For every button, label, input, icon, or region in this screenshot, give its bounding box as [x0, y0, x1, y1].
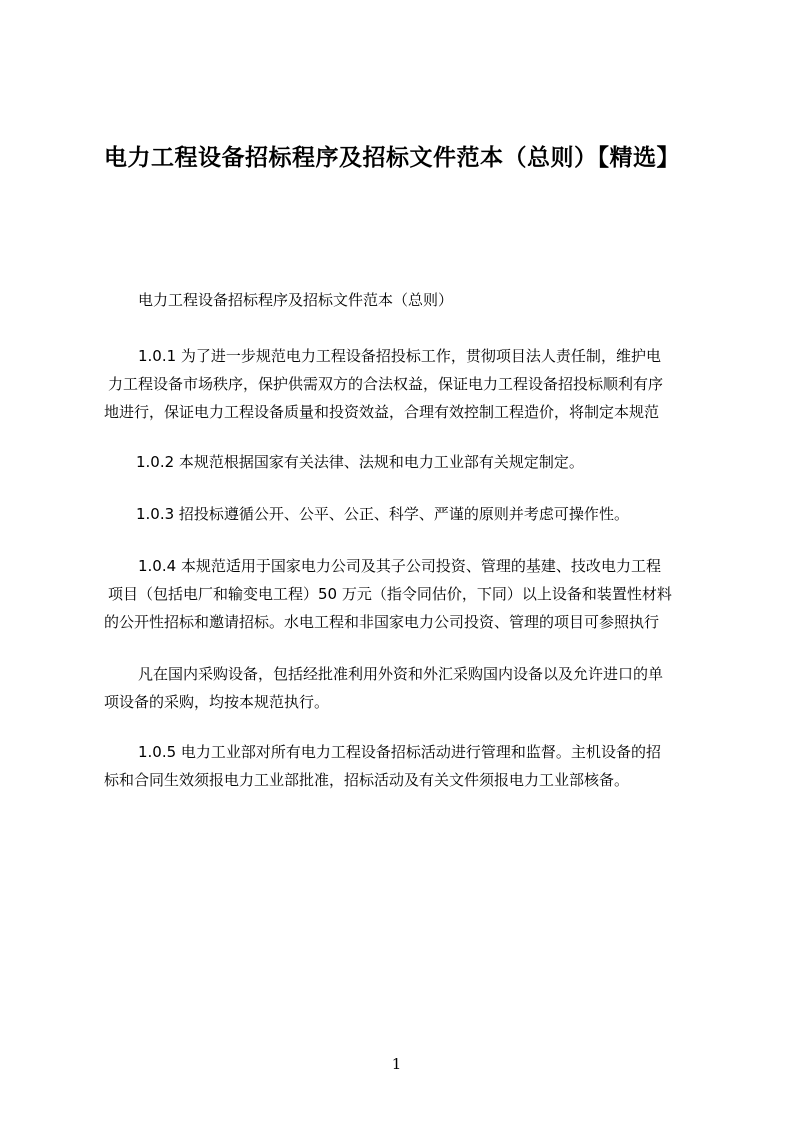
- clause-1-0-4: [104, 552, 700, 636]
- clause-line: 项设备的采购，均按本规范执行。: [104, 693, 330, 711]
- clause-line: 1.0.5 电力工业部对所有电力工程设备招标活动进行管理和监督。主机设备的招: [138, 743, 661, 761]
- clause-line: 1.0.3 招投标遵循公开、公平、公正、科学、严谨的原则并考虑可操作性。: [136, 505, 629, 523]
- clause-1-0-1: [104, 342, 700, 426]
- page-title: 电力工程设备招标程序及招标文件范本（总则）【精选】: [104, 145, 680, 171]
- clause-1-0-3: [104, 500, 700, 528]
- clause-line: 的公开性招标和邀请招标。水电工程和非国家电力公司投资、管理的项目可参照执行: [104, 613, 660, 631]
- clause-1-0-5: [104, 738, 700, 794]
- clause-line: 1.0.1 为了进一步规范电力工程设备招投标工作，贯彻项目法人责任制，维护电: [138, 347, 661, 365]
- clause-domestic-procurement: [104, 660, 700, 716]
- clause-line: 地进行，保证电力工程设备质量和投资效益，合理有效控制工程造价，将制定本规范: [104, 403, 660, 421]
- clause-line: 力工程设备市场秩序，保护供需双方的合法权益，保证电力工程设备招投标顺利有序: [108, 375, 664, 393]
- subtitle-line: 电力工程设备招标程序及招标文件范本（总则）: [138, 291, 454, 309]
- clause-line: 1.0.4 本规范适用于国家电力公司及其子公司投资、管理的基建、技改电力工程: [138, 557, 661, 575]
- document-subtitle: [104, 286, 700, 314]
- page-number: 1: [391, 1055, 402, 1073]
- clause-line: 1.0.2 本规范根据国家有关法律、法规和电力工业部有关规定制定。: [136, 453, 584, 471]
- clause-line: 凡在国内采购设备，包括经批准利用外资和外汇采购国内设备以及允许进口的单: [138, 665, 664, 683]
- clause-1-0-2: [104, 448, 700, 476]
- clause-line: 标和合同生效须报电力工业部批准，招标活动及有关文件须报电力工业部核备。: [104, 771, 630, 789]
- clause-line: 项目（包括电厂和输变电工程）50 万元（指令同估价，下同）以上设备和装置性材料: [108, 585, 672, 603]
